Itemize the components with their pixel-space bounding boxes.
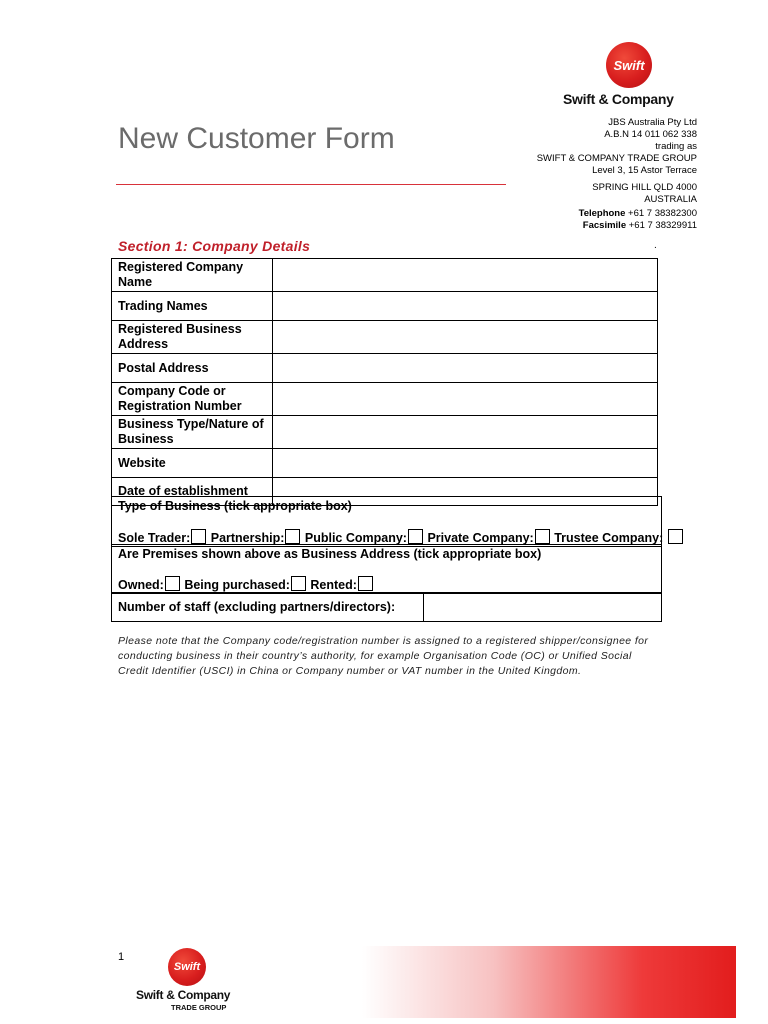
- row-label: Trading Names: [112, 292, 273, 321]
- website-field[interactable]: [273, 449, 658, 478]
- option-label: Public Company:: [304, 531, 407, 545]
- row-label: Website: [112, 449, 273, 478]
- row-label: Registered Company Name: [112, 259, 273, 292]
- footer-swift-logo-icon: [168, 948, 206, 986]
- premises-options: [118, 576, 374, 592]
- section-title: Section 1: Company Details: [118, 238, 311, 254]
- address-city: SPRING HILL QLD 4000: [592, 182, 697, 193]
- section-dot: .: [654, 240, 657, 251]
- footer-gradient-band: [362, 946, 736, 1018]
- option-label: Being purchased:: [184, 578, 290, 592]
- logo-wordmark: Swift & Company: [563, 91, 674, 107]
- address-company: JBS Australia Pty Ltd: [608, 117, 697, 128]
- table-row: [112, 354, 658, 383]
- type-of-business-heading: Type of Business (tick appropriate box): [118, 499, 352, 513]
- address-trading-as: trading as: [655, 141, 697, 152]
- address-street: Level 3, 15 Astor Terrace: [592, 165, 697, 176]
- trading-names-field[interactable]: [273, 292, 658, 321]
- registered-company-name-field[interactable]: [273, 259, 658, 292]
- telephone-label: Telephone: [578, 208, 626, 219]
- rented-checkbox[interactable]: [358, 576, 373, 591]
- table-row: [112, 383, 658, 416]
- address-country: AUSTRALIA: [644, 194, 697, 205]
- option-label: Rented:: [310, 578, 357, 592]
- registration-note: Please note that the Company code/registration number is assigned to a registered shipper/consignee for conducting business in their country’s authority, for example Organisation Code (OC) or Unified Social Credit Identifier (USCI) in China or Company number or VAT number in the United Kingdom.: [118, 635, 649, 677]
- type-of-business-box: [111, 496, 662, 547]
- row-label: Registered Business Address: [112, 321, 273, 354]
- premises-box: [111, 544, 662, 594]
- postal-address-field[interactable]: [273, 354, 658, 383]
- staff-label: Number of staff (excluding partners/directors):: [118, 600, 396, 614]
- telephone-value: +61 7 38382300: [628, 208, 697, 219]
- company-details-table: [111, 258, 658, 506]
- option-label: Owned:: [118, 578, 164, 592]
- private-company-checkbox[interactable]: [535, 529, 550, 544]
- company-code-field[interactable]: [273, 383, 658, 416]
- table-row: [112, 321, 658, 354]
- option-label: Trustee Company:: [554, 531, 664, 545]
- public-company-checkbox[interactable]: [408, 529, 423, 544]
- title-divider: [116, 184, 506, 185]
- page-title: New Customer Form: [118, 122, 395, 155]
- trustee-company-checkbox[interactable]: [668, 529, 683, 544]
- partnership-checkbox[interactable]: [285, 529, 300, 544]
- facsimile-label: Facsimile: [582, 220, 627, 231]
- premises-heading: Are Premises shown above as Business Address (tick appropriate box): [118, 547, 542, 561]
- sole-trader-checkbox[interactable]: [191, 529, 206, 544]
- option-label: Partnership:: [210, 531, 285, 545]
- address-abn: A.B.N 14 011 062 338: [604, 129, 697, 140]
- page-number: 1: [118, 951, 125, 963]
- footer-logo-text: Swift: [173, 961, 201, 973]
- option-label: Private Company:: [427, 531, 534, 545]
- type-of-business-options: [118, 529, 684, 545]
- business-type-field[interactable]: [273, 416, 658, 449]
- table-row: [112, 292, 658, 321]
- facsimile-value: +61 7 38329911: [628, 220, 697, 231]
- table-row: [112, 416, 658, 449]
- address-group: SWIFT & COMPANY TRADE GROUP: [536, 153, 697, 164]
- address-facsimile: [583, 220, 697, 232]
- staff-box: [111, 592, 662, 622]
- business-address-field[interactable]: [273, 321, 658, 354]
- address-telephone: [579, 208, 697, 220]
- staff-field[interactable]: [423, 593, 661, 621]
- swift-logo-icon: [606, 42, 652, 88]
- owned-checkbox[interactable]: [165, 576, 180, 591]
- option-label: Sole Trader:: [118, 531, 191, 545]
- being-purchased-checkbox[interactable]: [291, 576, 306, 591]
- footer-trade-group: TRADE GROUP: [171, 1003, 227, 1012]
- table-row: [112, 449, 658, 478]
- row-label: Company Code or Registration Number: [112, 383, 273, 416]
- logo-text: Swift: [613, 57, 645, 73]
- row-label: Business Type/Nature of Business: [112, 416, 273, 449]
- footer-logo-wordmark: Swift & Company: [136, 988, 231, 1002]
- table-row: [112, 259, 658, 292]
- row-label: Postal Address: [112, 354, 273, 383]
- row-label: Date of establishment: [112, 478, 273, 506]
